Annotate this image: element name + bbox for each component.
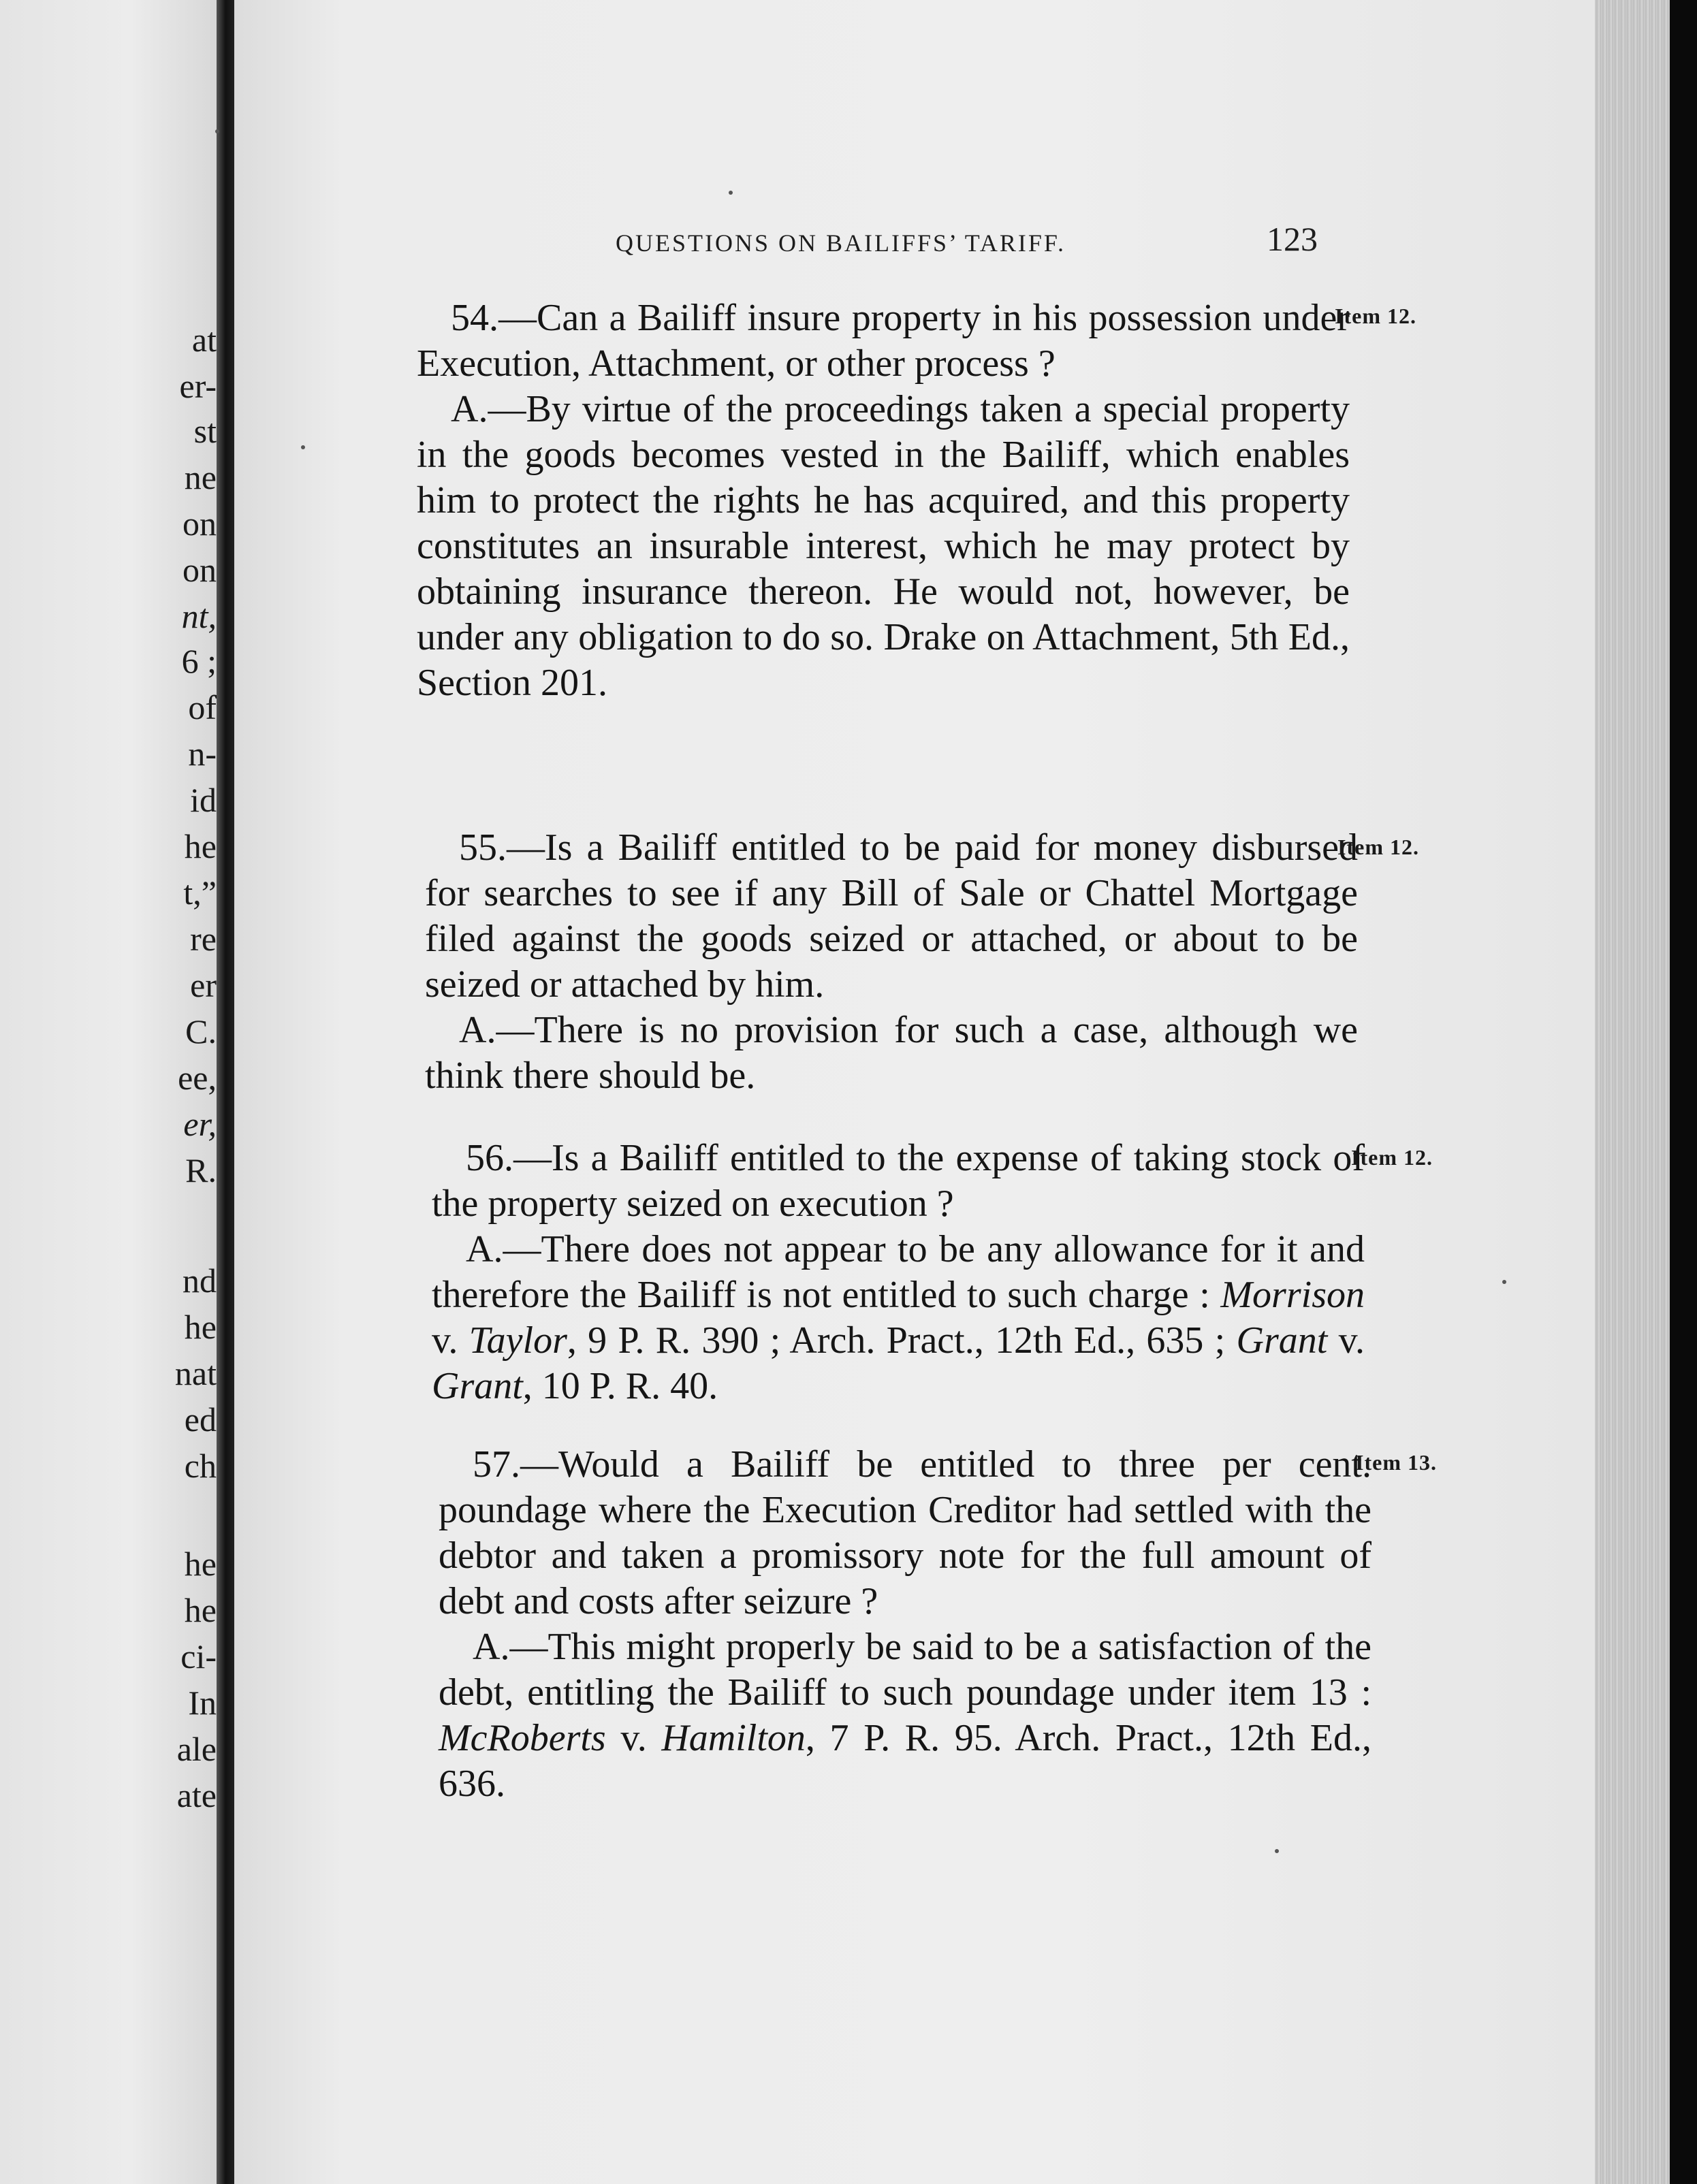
left-text-fragment: ed — [184, 1400, 217, 1439]
left-text-fragment: ee, — [178, 1059, 217, 1097]
answer-text: A.—There does not appear to be any allowance for it and therefore the Bailiff is not entitled to such charge : Morrison v. Taylor, 9 P. R. 390 ; Arch. Pract., 12th Ed., 635 ; Grant v. Grant, 10 P. R. 40. — [432, 1228, 1365, 1407]
left-text-fragment: he — [184, 1591, 217, 1629]
case-name: Hamilton — [661, 1717, 806, 1759]
scan-speck — [215, 129, 219, 133]
left-text-fragment: he — [184, 827, 217, 865]
answer-text: A.—By virtue of the proceedings taken a special property in the goods becomes vested in the Bailiff, which enables him to protect the rights he has acquired, and this property constitutes an insurable interest, which he may protect by obtaining insurance thereon. He would not, however, be under any obligation to do so. Drake on Attachment, 5th Ed., Section 201. — [417, 388, 1350, 704]
question-text: 57.—Would a Bailiff be entitled to three per cent. poundage where the Execution Creditor had settled with the debtor and taken a promissory note for the full amount of debt and costs after seizure ? — [439, 1443, 1371, 1622]
left-text-fragment: er- — [179, 367, 217, 405]
left-text-fragment: id — [190, 781, 217, 819]
left-text-fragment: 6 ; — [181, 642, 217, 680]
left-text-fragment: ale — [176, 1730, 217, 1768]
left-text-fragment: ch — [184, 1447, 217, 1485]
item-reference: Item 12. — [1351, 1145, 1433, 1170]
left-text-fragment: ci- — [180, 1637, 217, 1675]
case-name: Morrison — [1220, 1274, 1365, 1316]
scan-speck — [1275, 1849, 1279, 1853]
left-text-fragment: In — [188, 1684, 217, 1722]
left-text-fragment: er — [190, 966, 217, 1004]
qa-entry-56 — [432, 1136, 1365, 1409]
case-name: Taylor — [469, 1319, 567, 1362]
case-name: McRoberts — [439, 1717, 606, 1759]
question-text: 55.—Is a Bailiff entitled to be paid for money disbursed for searches to see if any Bill of Sale or Chattel Mortgage filed against the goods seized or attached, or about to be seized or attached by him. — [425, 826, 1358, 1006]
qa-entry-57 — [439, 1442, 1371, 1807]
item-reference: Item 12. — [1335, 304, 1416, 328]
left-text-fragment: nat — [174, 1354, 217, 1392]
left-text-fragment: ate — [176, 1776, 217, 1814]
page-number: 123 — [1267, 220, 1318, 258]
answer-text: A.—There is no provision for such a case, although we think there should be. — [425, 1009, 1358, 1097]
left-text-fragment: he — [184, 1308, 217, 1346]
left-text-fragment: nt, — [181, 597, 217, 635]
case-name: Grant — [432, 1365, 523, 1407]
left-text-fragment: C. — [185, 1012, 217, 1050]
left-text-fragment: nd — [183, 1262, 217, 1300]
case-name: Grant — [1236, 1319, 1328, 1362]
left-text-fragment: re — [190, 920, 217, 958]
item-reference: Item 13. — [1355, 1450, 1437, 1475]
scan-speck — [1502, 1280, 1506, 1284]
left-text-fragment: n- — [188, 735, 217, 773]
page-edges — [1595, 0, 1670, 2184]
answer-text: A.—This might properly be said to be a satisfaction of the debt, entitling the Bailiff to such poundage under item 13 : McRoberts v. Hamilton, 7 P. R. 95. Arch. Pract., 12th Ed., 636. — [439, 1626, 1371, 1805]
qa-entry-55 — [425, 825, 1358, 1099]
scan-speck — [301, 445, 305, 449]
left-text-fragment: on — [183, 551, 217, 589]
left-text-fragment: of — [188, 688, 217, 726]
question-text: 56.—Is a Bailiff entitled to the expense of taking stock of the property seized on execution ? — [432, 1137, 1365, 1225]
left-text-fragment: st — [193, 412, 217, 450]
left-text-fragment: he — [184, 1545, 217, 1583]
scan-border — [1670, 0, 1697, 2184]
left-text-fragment: er, — [183, 1105, 217, 1143]
left-text-fragment: R. — [185, 1151, 217, 1189]
question-text: 54.—Can a Bailiff insure property in his possession under Execution, Attachment, or other process ? — [417, 297, 1350, 385]
qa-entry-54 — [417, 295, 1350, 706]
left-text-fragment: on — [183, 504, 217, 543]
book-gutter — [217, 0, 234, 2184]
running-head: QUESTIONS ON BAILIFFS’ TARIFF. — [616, 229, 1066, 257]
left-text-fragment: at — [191, 321, 217, 359]
left-text-fragment: t,” — [183, 873, 217, 912]
scan-speck — [729, 191, 733, 195]
item-reference: Item 12. — [1337, 835, 1419, 859]
left-text-fragment: ne — [184, 458, 217, 496]
facing-page-fragment — [0, 0, 217, 2184]
